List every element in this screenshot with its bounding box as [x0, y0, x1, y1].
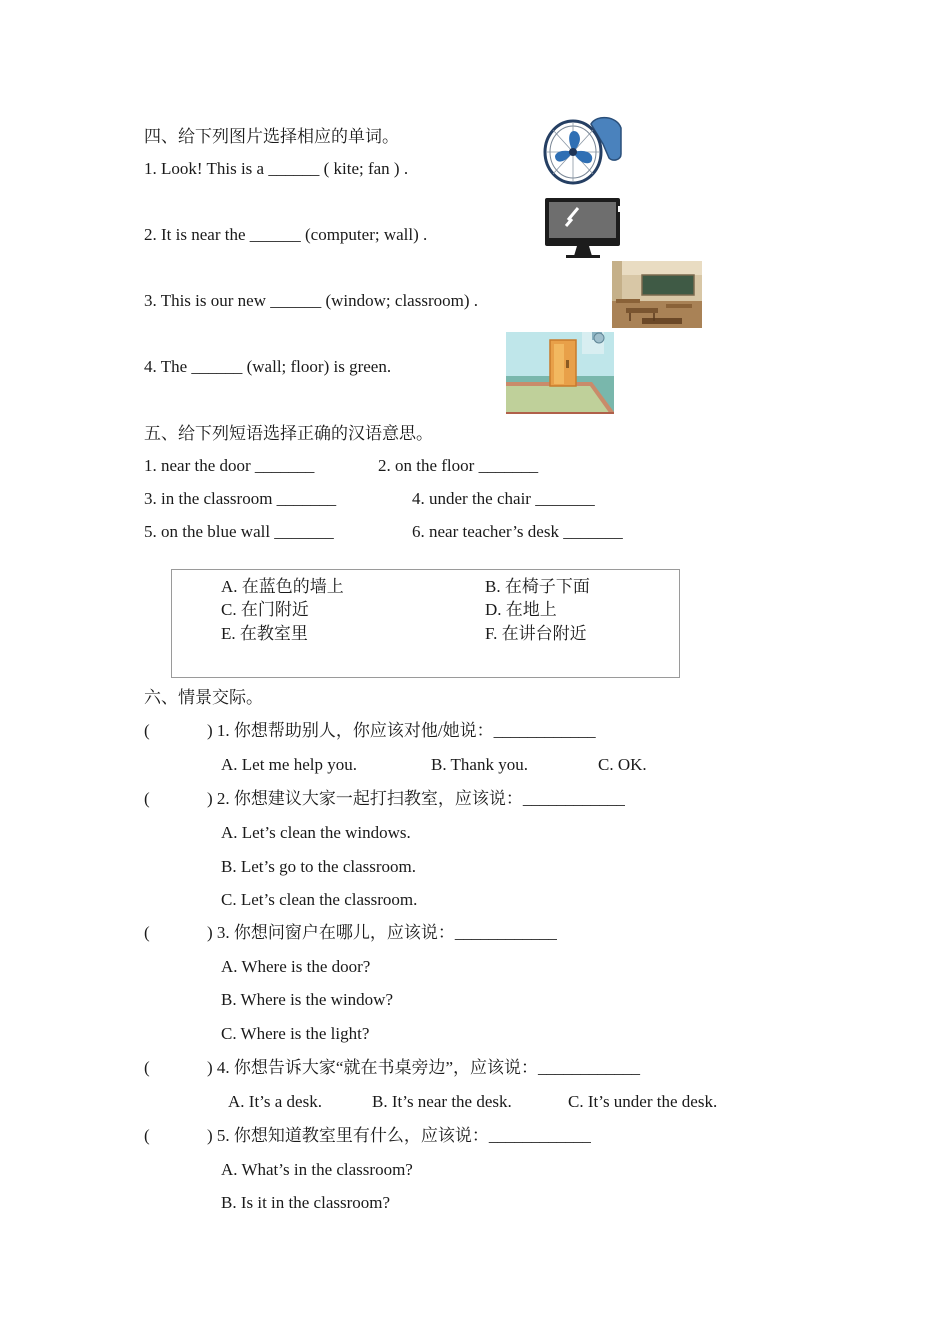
classroom-photo	[612, 261, 702, 328]
q2-choice-a: A. Let’s clean the windows.	[221, 823, 411, 842]
option-a: A. 在蓝色的墙上	[221, 577, 344, 596]
q2-paren: (	[144, 789, 150, 808]
q3-choice-c: C. Where is the light?	[221, 1024, 370, 1043]
computer-monitor-icon	[544, 196, 622, 260]
section5-phrase-1: 1. near the door _______	[144, 456, 315, 475]
q3-choice-b: B. Where is the window?	[221, 990, 394, 1009]
q4-choice-b: B. It’s near the desk.	[372, 1092, 512, 1111]
section5-phrase-5: 5. on the blue wall _______	[144, 522, 334, 541]
option-b: B. 在椅子下面	[485, 577, 590, 596]
q5-paren: (	[144, 1126, 150, 1145]
q2-choice-c: C. Let’s clean the classroom.	[221, 890, 418, 909]
option-c: C. 在门附近	[221, 600, 309, 619]
q2-text: ) 2. 你想建议大家一起打扫教室，应该说：____________	[207, 789, 625, 808]
q1-text: ) 1. 你想帮助别人，你应该对他/她说：____________	[207, 721, 596, 740]
q3-choice-a: A. Where is the door?	[221, 957, 371, 976]
q2-choice-b: B. Let’s go to the classroom.	[221, 857, 417, 876]
q4-text: ) 4. 你想告诉大家“就在书桌旁边”，应该说：____________	[207, 1058, 641, 1077]
q5-choice-b: B. Is it in the classroom?	[221, 1193, 391, 1212]
q4-paren: (	[144, 1058, 150, 1077]
section4-item-4: 4. The ______ (wall; floor) is green.	[144, 357, 392, 376]
q5-choice-a: A. What’s in the classroom?	[221, 1160, 413, 1179]
q4-choice-a: A. It’s a desk.	[228, 1092, 322, 1111]
q5-text: ) 5. 你想知道教室里有什么，应该说：____________	[207, 1126, 591, 1145]
options-box	[171, 569, 680, 678]
section6-title: 六、情景交际。	[144, 688, 263, 707]
option-e: E. 在教室里	[221, 624, 308, 643]
section5-phrase-4: 4. under the chair _______	[412, 489, 595, 508]
section4-item-3: 3. This is our new ______ (window; classroom) .	[144, 291, 478, 310]
section4-title: 四、给下列图片选择相应的单词。	[144, 127, 399, 146]
section5-phrase-3: 3. in the classroom _______	[144, 489, 337, 508]
q1-choice-a: A. Let me help you.	[221, 755, 357, 774]
q3-paren: (	[144, 923, 150, 942]
option-f: F. 在讲台附近	[485, 624, 587, 643]
section4-item-2: 2. It is near the ______ (computer; wall) .	[144, 225, 428, 244]
q4-choice-c: C. It’s under the desk.	[568, 1092, 718, 1111]
section5-title: 五、给下列短语选择正确的汉语意思。	[144, 424, 433, 443]
option-d: D. 在地上	[485, 600, 557, 619]
section5-phrase-2: 2. on the floor _______	[378, 456, 539, 475]
fan-icon	[543, 114, 623, 186]
q1-paren: (	[144, 721, 150, 740]
q1-choice-b: B. Thank you.	[431, 755, 528, 774]
q1-choice-c: C. OK.	[598, 755, 647, 774]
section4-item-1: 1. Look! This is a ______ ( kite; fan ) .	[144, 159, 409, 178]
q3-text: ) 3. 你想问窗户在哪儿，应该说：____________	[207, 923, 557, 942]
section5-phrase-6: 6. near teacher’s desk _______	[412, 522, 623, 541]
room-wall-floor-illustration	[506, 332, 614, 414]
